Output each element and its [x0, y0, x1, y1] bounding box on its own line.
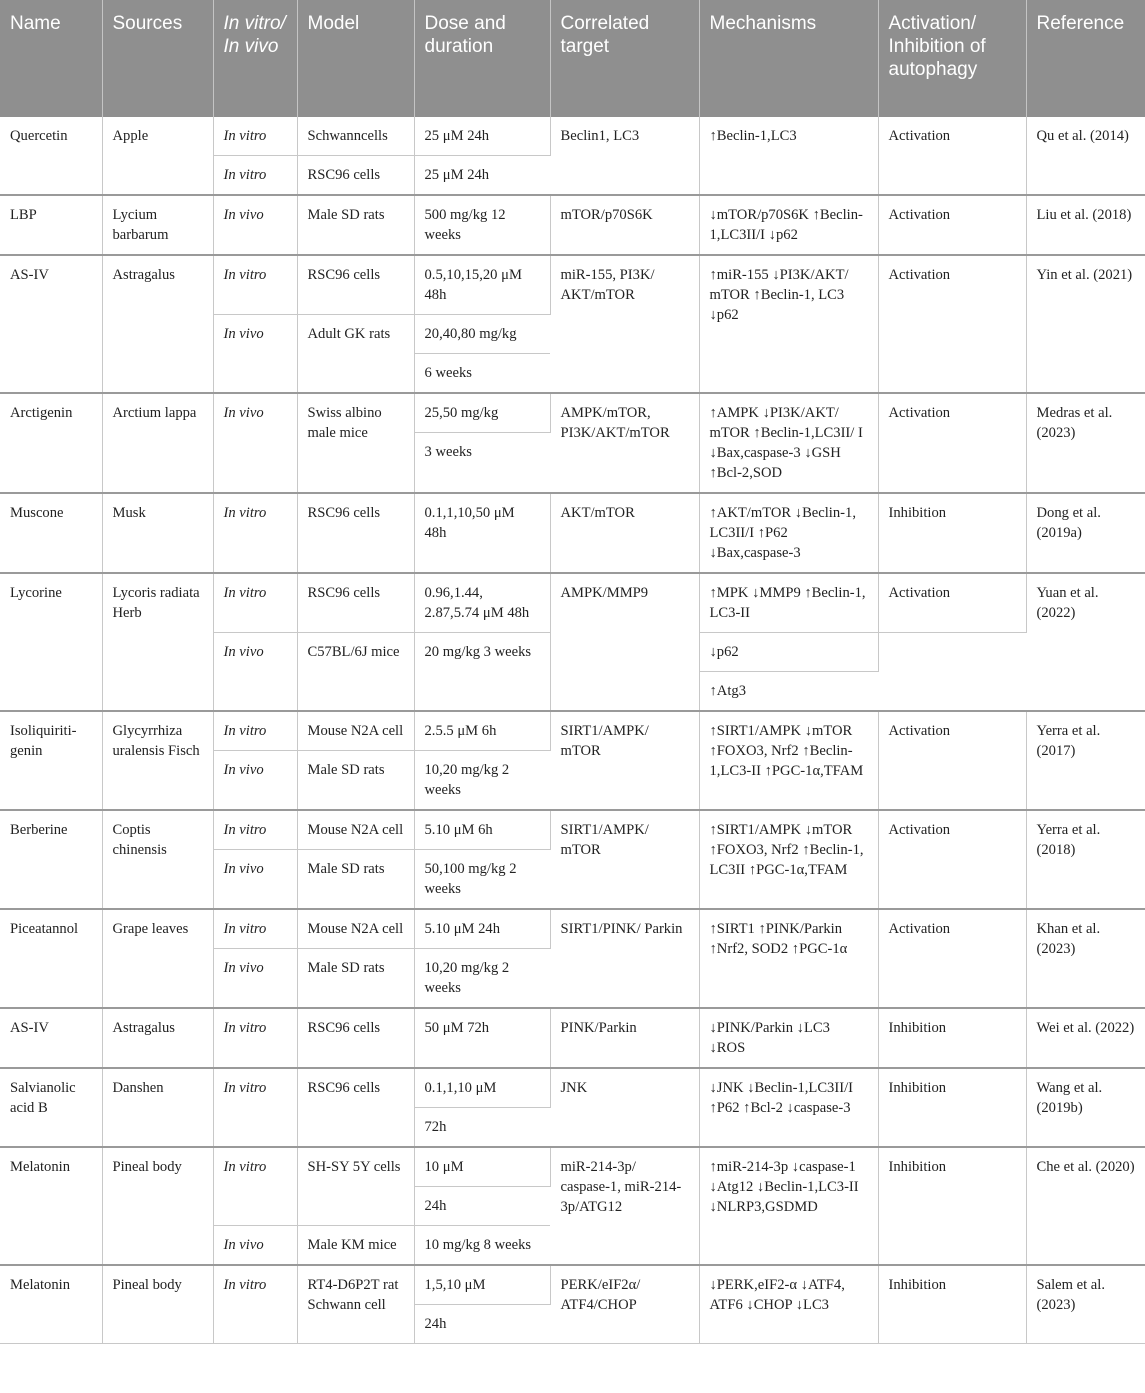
cell-dose: 50 μM 72h — [414, 1008, 550, 1068]
cell-name: AS-IV — [0, 255, 102, 393]
cell-model: RSC96 cells — [297, 573, 414, 633]
cell-name: AS-IV — [0, 1008, 102, 1068]
header-invitro-invivo: In vitro/ In vivo — [213, 0, 297, 117]
cell-iv: In vitro — [213, 117, 297, 156]
cell-dose: 0.96,1.44, 2.87,5.74 μM 48h — [414, 573, 550, 633]
cell-target: AMPK/MMP9 — [550, 573, 699, 711]
cell-model: C57BL/6J mice — [297, 633, 414, 712]
cell-dose: 20 mg/kg 3 weeks — [414, 633, 550, 712]
cell-name: Arctigenin — [0, 393, 102, 493]
cell-iv: In vivo — [213, 1226, 297, 1266]
cell-name: Melatonin — [0, 1147, 102, 1265]
cell-iv: In vivo — [213, 850, 297, 910]
table-row — [0, 810, 1145, 850]
cell-iv: In vitro — [213, 493, 297, 573]
cell-name: Quercetin — [0, 117, 102, 195]
cell-name: Berberine — [0, 810, 102, 909]
table-row — [0, 573, 1145, 633]
cell-dose: 20,40,80 mg/kg — [414, 315, 550, 354]
cell-activation: Activation — [878, 909, 1026, 1008]
header-sources: Sources — [102, 0, 213, 117]
cell-mechanism: ↑AKT/mTOR ↓Beclin-1, LC3II/I ↑P62 ↓Bax,caspase-3 — [699, 493, 878, 573]
cell-dose: 72h — [414, 1108, 550, 1148]
cell-dose: 2.5.5 μM 6h — [414, 711, 550, 751]
cell-model: Male SD rats — [297, 949, 414, 1009]
cell-model: Mouse N2A cell — [297, 711, 414, 751]
header-reference: Reference — [1026, 0, 1145, 117]
cell-dose: 50,100 mg/kg 2 weeks — [414, 850, 550, 910]
cell-dose: 10,20 mg/kg 2 weeks — [414, 751, 550, 811]
cell-mechanism: ↑MPK ↓MMP9 ↑Beclin-1, LC3-II — [699, 573, 878, 633]
cell-iv: In vivo — [213, 195, 297, 255]
cell-target: PERK/eIF2α/ ATF4/CHOP — [550, 1265, 699, 1344]
cell-target: miR-214-3p/ caspase-1, miR-214-3p/ATG12 — [550, 1147, 699, 1265]
cell-dose: 1,5,10 μM — [414, 1265, 550, 1305]
cell-activation: Activation — [878, 195, 1026, 255]
cell-reference: Wang et al. (2019b) — [1026, 1068, 1145, 1147]
header-model: Model — [297, 0, 414, 117]
cell-reference: Wei et al. (2022) — [1026, 1008, 1145, 1068]
cell-model: RSC96 cells — [297, 156, 414, 196]
cell-mechanism: ↓PINK/Parkin ↓LC3 ↓ROS — [699, 1008, 878, 1068]
cell-source: Astragalus — [102, 1008, 213, 1068]
cell-iv: In vitro — [213, 156, 297, 196]
cell-source: Grape leaves — [102, 909, 213, 1008]
cell-reference: Medras et al. (2023) — [1026, 393, 1145, 493]
cell-target: JNK — [550, 1068, 699, 1147]
cell-model: Mouse N2A cell — [297, 909, 414, 949]
cell-reference: Yin et al. (2021) — [1026, 255, 1145, 393]
cell-mechanism: ↑Atg3 — [699, 672, 878, 712]
cell-iv: In vivo — [213, 393, 297, 493]
table-row — [0, 255, 1145, 315]
cell-iv: In vivo — [213, 633, 297, 712]
cell-mechanism: ↓mTOR/p70S6K ↑Beclin-1,LC3II/I ↓p62 — [699, 195, 878, 255]
cell-dose: 24h — [414, 1305, 550, 1344]
cell-dose: 25 μM 24h — [414, 117, 550, 156]
cell-activation: Inhibition — [878, 1068, 1026, 1147]
cell-name: Salvianolic acid B — [0, 1068, 102, 1147]
cell-iv: In vivo — [213, 751, 297, 811]
cell-target: SIRT1/AMPK/ mTOR — [550, 810, 699, 909]
cell-source: Astragalus — [102, 255, 213, 393]
cell-iv: In vitro — [213, 909, 297, 949]
cell-dose: 10,20 mg/kg 2 weeks — [414, 949, 550, 1009]
table-row — [0, 1265, 1145, 1305]
cell-iv: In vitro — [213, 810, 297, 850]
cell-iv: In vitro — [213, 1265, 297, 1344]
cell-dose: 0.1,1,10,50 μM 48h — [414, 493, 550, 573]
cell-model: Male KM mice — [297, 1226, 414, 1266]
cell-target: Beclin1, LC3 — [550, 117, 699, 195]
cell-model: SH-SY 5Y cells — [297, 1147, 414, 1226]
cell-source: Glycyrrhiza uralensis Fisch — [102, 711, 213, 810]
cell-name: Lycorine — [0, 573, 102, 711]
cell-target: SIRT1/AMPK/ mTOR — [550, 711, 699, 810]
cell-dose: 6 weeks — [414, 354, 550, 394]
cell-dose: 24h — [414, 1187, 550, 1226]
cell-model: Adult GK rats — [297, 315, 414, 394]
cell-model: RSC96 cells — [297, 1008, 414, 1068]
cell-dose: 10 μM — [414, 1147, 550, 1187]
cell-dose: 0.1,1,10 μM — [414, 1068, 550, 1108]
table-row — [0, 493, 1145, 573]
cell-reference: Yerra et al. (2017) — [1026, 711, 1145, 810]
cell-model: Male SD rats — [297, 751, 414, 811]
table-row — [0, 711, 1145, 751]
cell-name: LBP — [0, 195, 102, 255]
table-row — [0, 1008, 1145, 1068]
cell-mechanism: ↓JNK ↓Beclin-1,LC3II/I ↑P62 ↑Bcl-2 ↓caspase-3 — [699, 1068, 878, 1147]
table-row — [0, 1147, 1145, 1187]
cell-dose: 0.5,10,15,20 μM 48h — [414, 255, 550, 315]
cell-mechanism: ↑Beclin-1,LC3 — [699, 117, 878, 195]
cell-model: Schwanncells — [297, 117, 414, 156]
cell-mechanism: ↑SIRT1/AMPK ↓mTOR ↑FOXO3, Nrf2 ↑Beclin-1,LC3-II ↑PGC-1α,TFAM — [699, 711, 878, 810]
cell-reference: Che et al. (2020) — [1026, 1147, 1145, 1265]
cell-reference: Salem et al. (2023) — [1026, 1265, 1145, 1344]
cell-dose: 3 weeks — [414, 433, 550, 493]
cell-iv: In vivo — [213, 315, 297, 394]
cell-name: Melatonin — [0, 1265, 102, 1344]
cell-reference: Khan et al. (2023) — [1026, 909, 1145, 1008]
cell-activation: Activation — [878, 393, 1026, 493]
cell-mechanism: ↑miR-155 ↓PI3K/AKT/ mTOR ↑Beclin-1, LC3 ↓p62 — [699, 255, 878, 393]
cell-target: SIRT1/PINK/ Parkin — [550, 909, 699, 1008]
cell-reference: Qu et al. (2014) — [1026, 117, 1145, 195]
cell-activation: Activation — [878, 810, 1026, 909]
table-row — [0, 1068, 1145, 1108]
cell-reference: Liu et al. (2018) — [1026, 195, 1145, 255]
cell-reference: Dong et al. (2019a) — [1026, 493, 1145, 573]
cell-model: Male SD rats — [297, 850, 414, 910]
cell-dose: 25,50 mg/kg — [414, 393, 550, 433]
table-row — [0, 393, 1145, 433]
cell-activation: Activation — [878, 573, 1026, 633]
cell-mechanism: ↑SIRT1 ↑PINK/Parkin ↑Nrf2, SOD2 ↑PGC-1α — [699, 909, 878, 1008]
cell-source: Danshen — [102, 1068, 213, 1147]
cell-mechanism: ↑SIRT1/AMPK ↓mTOR ↑FOXO3, Nrf2 ↑Beclin-1, LC3II ↑PGC-1α,TFAM — [699, 810, 878, 909]
cell-activation-empty — [878, 633, 1026, 712]
cell-activation: Inhibition — [878, 493, 1026, 573]
cell-target: mTOR/p70S6K — [550, 195, 699, 255]
cell-dose: 500 mg/kg 12 weeks — [414, 195, 550, 255]
cell-dose: 10 mg/kg 8 weeks — [414, 1226, 550, 1266]
cell-name: Piceatannol — [0, 909, 102, 1008]
cell-reference: Yuan et al. (2022) — [1026, 573, 1145, 711]
header-activation: Activation/ Inhibition of autophagy — [878, 0, 1026, 117]
cell-model: Male SD rats — [297, 195, 414, 255]
cell-activation: Inhibition — [878, 1265, 1026, 1344]
cell-dose: 5.10 μM 24h — [414, 909, 550, 949]
cell-mechanism: ↑AMPK ↓PI3K/AKT/ mTOR ↑Beclin-1,LC3II/ I ↓Bax,caspase-3 ↓GSH ↑Bcl-2,SOD — [699, 393, 878, 493]
cell-iv: In vitro — [213, 573, 297, 633]
cell-iv: In vitro — [213, 255, 297, 315]
cell-iv: In vitro — [213, 1008, 297, 1068]
cell-source: Coptis chinensis — [102, 810, 213, 909]
cell-mechanism: ↓PERK,eIF2-α ↓ATF4, ATF6 ↓CHOP ↓LC3 — [699, 1265, 878, 1344]
cell-name: Muscone — [0, 493, 102, 573]
cell-target: AKT/mTOR — [550, 493, 699, 573]
table-row — [0, 909, 1145, 949]
cell-model: RSC96 cells — [297, 255, 414, 315]
cell-iv: In vitro — [213, 1068, 297, 1147]
header-name: Name — [0, 0, 102, 117]
cell-activation: Activation — [878, 117, 1026, 195]
cell-activation: Activation — [878, 255, 1026, 393]
cell-name: Isoliquiriti-genin — [0, 711, 102, 810]
cell-source: Musk — [102, 493, 213, 573]
header-dose: Dose and duration — [414, 0, 550, 117]
cell-target: PINK/Parkin — [550, 1008, 699, 1068]
table-row — [0, 195, 1145, 255]
cell-reference: Yerra et al. (2018) — [1026, 810, 1145, 909]
cell-activation: Inhibition — [878, 1008, 1026, 1068]
table-row — [0, 117, 1145, 156]
cell-activation: Activation — [878, 711, 1026, 810]
cell-source: Lycoris radiata Herb — [102, 573, 213, 711]
header-target: Correlated target — [550, 0, 699, 117]
cell-model: RT4-D6P2T rat Schwann cell — [297, 1265, 414, 1344]
cell-mechanism: ↑miR-214-3p ↓caspase-1 ↓Atg12 ↓Beclin-1,LC3-II ↓NLRP3,GSDMD — [699, 1147, 878, 1265]
cell-model: RSC96 cells — [297, 493, 414, 573]
cell-iv: In vitro — [213, 1147, 297, 1226]
header-mechanisms: Mechanisms — [699, 0, 878, 117]
cell-iv: In vivo — [213, 949, 297, 1009]
cell-source: Pineal body — [102, 1265, 213, 1344]
cell-iv: In vitro — [213, 711, 297, 751]
cell-dose: 25 μM 24h — [414, 156, 550, 196]
cell-activation: Inhibition — [878, 1147, 1026, 1265]
cell-model: Swiss albino male mice — [297, 393, 414, 493]
cell-model: Mouse N2A cell — [297, 810, 414, 850]
cell-source: Arctium lappa — [102, 393, 213, 493]
cell-mechanism: ↓p62 — [699, 633, 878, 672]
cell-source: Lycium barbarum — [102, 195, 213, 255]
cell-target: AMPK/mTOR, PI3K/AKT/mTOR — [550, 393, 699, 493]
cell-source: Apple — [102, 117, 213, 195]
cell-model: RSC96 cells — [297, 1068, 414, 1147]
cell-target: miR-155, PI3K/ AKT/mTOR — [550, 255, 699, 393]
header-row — [0, 0, 1145, 117]
cell-source: Pineal body — [102, 1147, 213, 1265]
cell-dose: 5.10 μM 6h — [414, 810, 550, 850]
